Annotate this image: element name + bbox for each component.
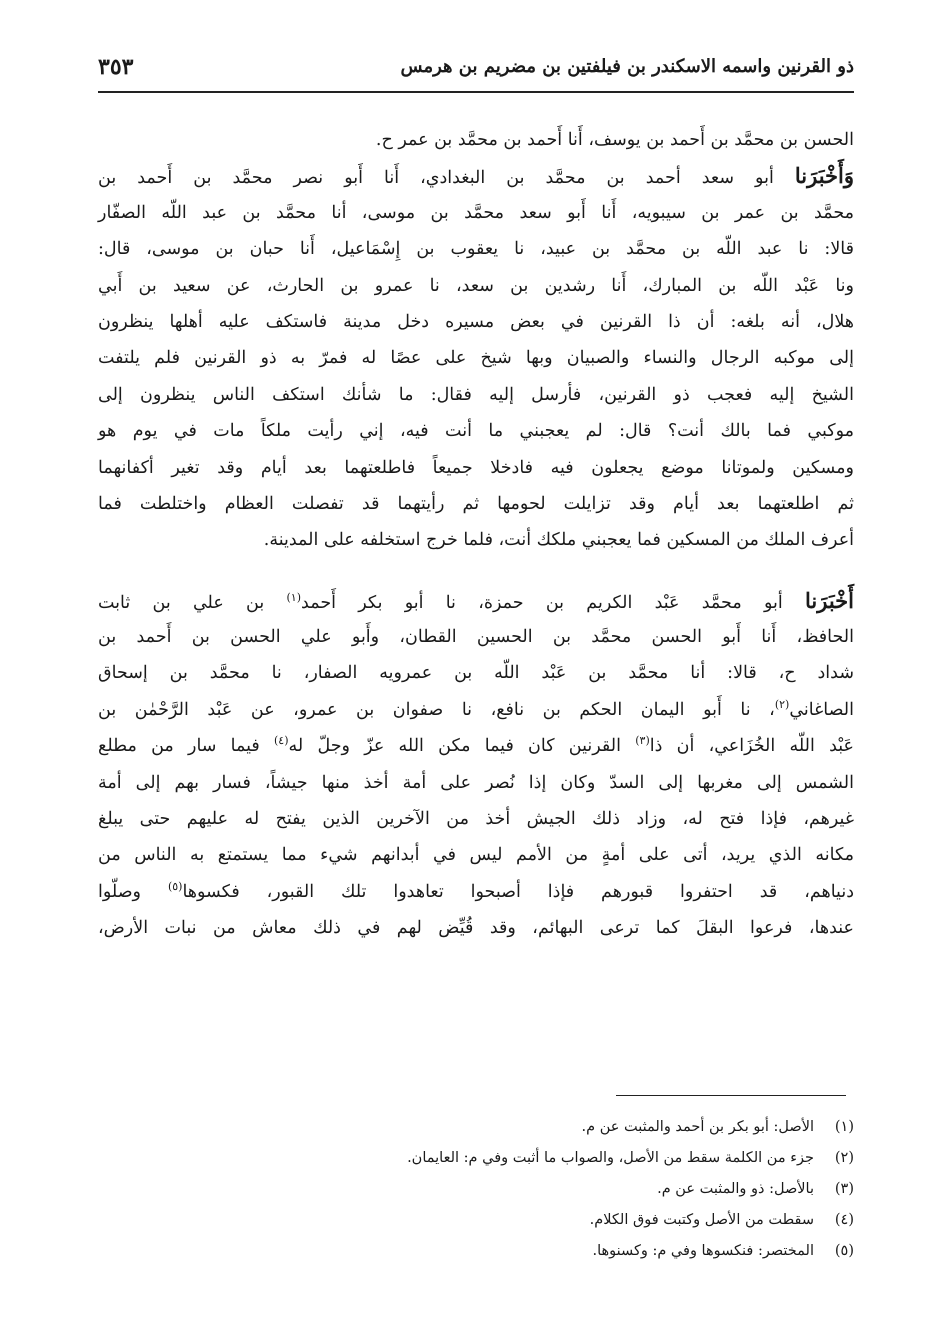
line-text: أبو سعد أحمد بن محمَّد بن البغدادي، أَنا أَبو نصر محمَّد بن أَحمد بن: [98, 168, 795, 189]
text-line: [98, 122, 854, 158]
text-line-content: [98, 837, 854, 873]
footnote-marker: (٣): [635, 734, 650, 748]
line-text: الصاغاني: [789, 699, 854, 720]
text-line: [98, 619, 854, 655]
text-line: [98, 765, 854, 801]
line-text: ، نا أَبو اليمان الحكم بن نافع، نا صفوان بن عمرو، عن عَبْد الرَّحْمٰن بن: [98, 699, 775, 720]
text-line-content: [98, 195, 854, 231]
footnote: [98, 1143, 854, 1174]
text-line-content: [98, 450, 854, 486]
main-text: [98, 122, 854, 947]
text-line-content: [98, 583, 854, 621]
footnote: [98, 1205, 854, 1236]
text-line-content: [98, 268, 854, 304]
line-text: موكبي فما بالك أنت؟ قال: لم يعجبني ما أنت فيه، إني رأيت ملكاً مات في يوم هو: [98, 421, 854, 442]
text-line: [98, 413, 854, 449]
footnote: [98, 1236, 854, 1267]
footnote-marker: (٥): [167, 879, 183, 893]
text-line-content: [98, 728, 854, 764]
footnote-marker: (٢): [774, 698, 790, 712]
keyword: أَخْبَرَنا: [805, 587, 854, 613]
text-line-content: [98, 874, 854, 910]
footnote-text: جزء من الكلمة سقط من الأصل، والصواب ما أثبت وفي م: العايمان.: [407, 1150, 814, 1166]
footnote-rule: [616, 1095, 846, 1096]
text-line: [98, 522, 854, 558]
text-line: [98, 910, 854, 946]
text-line: [98, 583, 854, 619]
line-text: القرنين كان فيما مكن الله عزّ وجلّ له: [288, 736, 636, 757]
text-line-content: [376, 122, 854, 158]
text-line: [98, 728, 854, 764]
line-text: الحسن بن محمَّد بن أَحمد بن يوسف، أَنا أَحمد بن محمَّد بن عمر ح.: [375, 130, 854, 150]
text-line-content: [98, 158, 854, 196]
footnote-marker: (٤): [274, 734, 289, 748]
footnote: [98, 1174, 854, 1205]
footnote-marker: (١): [286, 590, 302, 604]
text-line-content: [98, 486, 854, 522]
line-text: عندها، فرعوا البقلَ كما ترعى البهائم، وقد قُيِّض لهم في ذلك معاش من نبات الأرض،: [98, 918, 854, 939]
text-line-content: [98, 655, 854, 691]
line-text: أبو محمَّد عَبْد الكريم بن حمزة، نا أبو بكر أَحمد: [301, 592, 806, 613]
text-line-content: [98, 619, 854, 655]
line-text: ومسكين ولموتانا موضع يجعلون فيه فادخلا جميعاً فاطلعتهما بعد أيام وقد تغير أكفانهما: [98, 457, 854, 478]
line-text: إلى موكبه الرجال والنساء والصبيان وبها شيخ على عصًا له فمرّ به ذو القرنين فلم يلتفت: [98, 348, 854, 369]
text-line: [98, 195, 854, 231]
line-text: قالا: نا عبد اللّه بن محمَّد بن عبيد، نا يعقوب بن إِسْمَاعيل، أَنا حبان بن موسى، قال:: [98, 239, 854, 260]
footnote-text: بالأصل: ذو والمثبت عن م.: [657, 1181, 814, 1197]
line-text: غيرهم، فإذا فتح له، وزاد ذلك الجيش أخذ من الآخرين الذين يفتح له عليهم حتى يبلغ: [98, 809, 854, 830]
text-line-content: [264, 522, 854, 558]
footnote-number: (١): [834, 1119, 854, 1135]
text-line: [98, 268, 854, 304]
text-line: [98, 837, 854, 873]
line-text: عَبْد اللّه الخُزَاعي، أن ذا: [649, 736, 854, 757]
text-line-content: [98, 377, 854, 413]
line-text: دنياهم، قد احتفروا قبورهم فإذا أصبحوا تعاهدوا تلك القبور، فكسوها: [182, 881, 854, 902]
line-text: الشيخ إليه فعجب ذو القرنين، فأرسل إليه فقال: ما شأنك استكف الناس ينظرون إلى: [98, 384, 854, 405]
line-text: بن علي بن ثابت: [98, 592, 287, 613]
text-line: [98, 486, 854, 522]
text-line-content: [98, 801, 854, 837]
text-line: [98, 874, 854, 910]
footnotes: [98, 1112, 854, 1267]
footnote-text: الأصل: أبو بكر بن أحمد والمثبت عن م.: [581, 1119, 814, 1135]
line-text: أعرف الملك من المسكين فما يعجبني ملكك أنت، فلما خرج استخلفه على المدينة.: [263, 530, 854, 551]
keyword: وَأَخْبَرَنا: [794, 163, 854, 189]
page-header: [98, 52, 854, 88]
text-line: [98, 692, 854, 728]
paragraph-gap: [98, 559, 854, 583]
text-line: [98, 340, 854, 376]
line-text: مكانه الذي يريد، أتى على أمةٍ من الأمم ليس في أبدانهم شيء مما يستمتع به الناس من: [98, 845, 854, 866]
text-line: [98, 158, 854, 194]
line-text: وصلّوا: [98, 881, 168, 902]
footnote: [98, 1112, 854, 1143]
line-text: هلال، أنه بلغه: أن ذا القرنين في بعض مسيره دخل مدينة فاستكف عليه أهلها ينظرون: [98, 311, 854, 332]
text-line-content: [98, 910, 854, 946]
text-line: [98, 377, 854, 413]
text-line: [98, 801, 854, 837]
text-line-content: [98, 304, 854, 340]
text-line-content: [98, 231, 854, 267]
line-text: محمَّد بن عمر بن سيبويه، أَنا أَبو سعد محمَّد بن موسى، أنا محمَّد بن عبد اللّه الصفّار: [98, 202, 854, 223]
text-line-content: [98, 765, 854, 801]
page-number: ٣٥٣: [98, 54, 134, 80]
line-text: الحافظ، أَنا أَبو الحسن محمَّد بن الحسين القطان، وأَبو علي الحسن بن أَحمد بن: [98, 627, 854, 648]
footnote-number: (٥): [834, 1243, 854, 1259]
text-line: [98, 231, 854, 267]
footnote-text: المختصر: فنكسوها وفي م: وكسنوها.: [592, 1243, 814, 1259]
line-text: الشمس إلى مغربها إلى السدّ وكان إذا نُصر على أمة أخذ منها جيشاً، فسار بهم إلى أمة: [98, 772, 854, 793]
line-text: ثم اطلعتهما بعد أيام وقد تزايلت لحومها ثم رأيتهما قد تفصلت العظام واختلطت فما: [98, 493, 854, 514]
text-line: [98, 304, 854, 340]
footnote-text: سقطت من الأصل وكتبت فوق الكلام.: [589, 1212, 814, 1228]
footnote-number: (٣): [834, 1181, 854, 1197]
text-line-content: [98, 413, 854, 449]
text-line: [98, 655, 854, 691]
header-rule: [98, 91, 854, 93]
text-line-content: [98, 340, 854, 376]
text-line: [98, 450, 854, 486]
line-text: ونا عَبْد اللّه بن المبارك، أَنا رشدين بن سعد، نا عمرو بن الحارث، عن سعيد بن أَبي: [98, 275, 854, 296]
footnote-number: (٢): [834, 1150, 854, 1166]
running-title: ذو القرنين واسمه الاسكندر بن فيلفتين بن مضريم بن هرمس: [400, 56, 854, 77]
footnote-number: (٤): [834, 1212, 854, 1228]
line-text: فيما سار من مطلع: [98, 736, 274, 757]
line-text: شداد ح، قالا: أنا محمَّد بن عَبْد اللّه بن عمرويه الصفار، نا محمَّد بن إسحاق: [98, 663, 854, 684]
text-line-content: [98, 692, 854, 728]
